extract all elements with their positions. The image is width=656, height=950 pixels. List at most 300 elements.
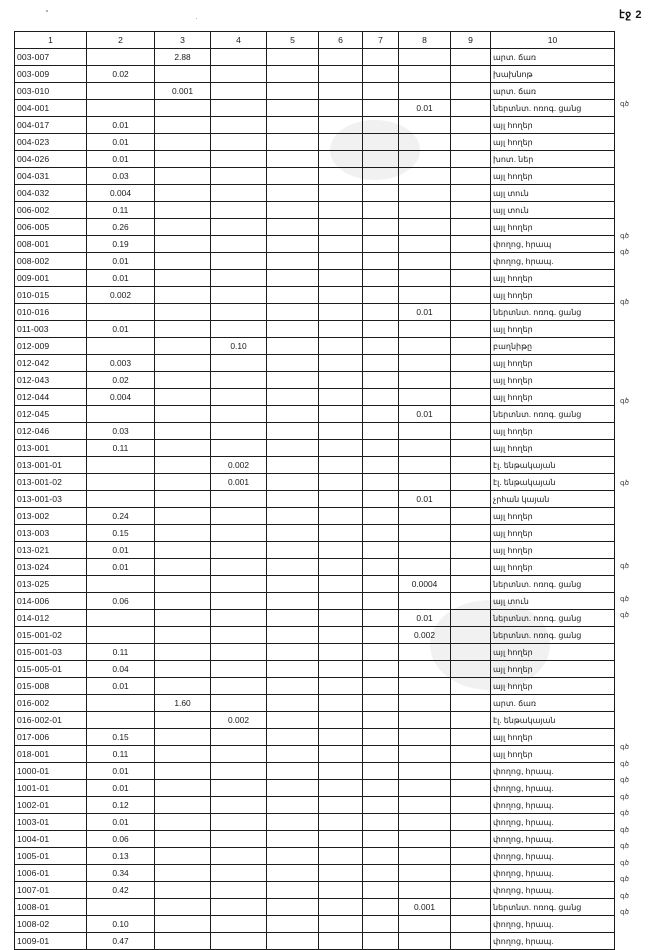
- cell-value-8: 0.01: [399, 491, 451, 508]
- cell-land-use: այլ հողեր: [491, 168, 615, 185]
- cell-value-5: [267, 882, 319, 899]
- cell-parcel-code: 004-023: [15, 134, 87, 151]
- cell-value-5: [267, 644, 319, 661]
- cell-value-9: [451, 763, 491, 780]
- table-row: [15, 848, 615, 865]
- cell-value-2: 0.01: [87, 559, 155, 576]
- cell-parcel-code: 008-001: [15, 236, 87, 253]
- cell-value-6: [319, 525, 363, 542]
- cell-value-4: [211, 355, 267, 372]
- cell-value-3: [155, 253, 211, 270]
- cell-value-5: [267, 559, 319, 576]
- cell-land-use: այլ հողեր: [491, 355, 615, 372]
- cell-value-9: [451, 372, 491, 389]
- cell-parcel-code: 014-012: [15, 610, 87, 627]
- cell-value-3: [155, 440, 211, 457]
- cell-value-5: [267, 202, 319, 219]
- cell-value-7: [363, 610, 399, 627]
- cell-value-4: [211, 253, 267, 270]
- table-row: [15, 576, 615, 593]
- cell-value-3: [155, 406, 211, 423]
- cell-value-5: [267, 83, 319, 100]
- cell-value-8: 0.002: [399, 627, 451, 644]
- cell-value-4: [211, 916, 267, 933]
- cell-value-2: 0.01: [87, 542, 155, 559]
- cell-parcel-code: 1002-01: [15, 797, 87, 814]
- cell-value-4: [211, 49, 267, 66]
- cell-value-3: [155, 508, 211, 525]
- cell-value-6: [319, 661, 363, 678]
- cell-land-use: այլ հողեր: [491, 287, 615, 304]
- cell-value-2: 0.01: [87, 321, 155, 338]
- cell-value-6: [319, 559, 363, 576]
- cell-value-5: [267, 389, 319, 406]
- cell-value-9: [451, 457, 491, 474]
- table-row: [15, 270, 615, 287]
- cell-land-use: խախնոթ: [491, 66, 615, 83]
- cell-value-4: [211, 882, 267, 899]
- cell-value-6: [319, 202, 363, 219]
- cell-value-3: 0.001: [155, 83, 211, 100]
- cell-parcel-code: 013-002: [15, 508, 87, 525]
- margin-note: գծ: [620, 909, 629, 916]
- cell-land-use: էլ. ենթակայան: [491, 457, 615, 474]
- cell-value-5: [267, 746, 319, 763]
- cell-value-6: [319, 729, 363, 746]
- cell-value-8: [399, 644, 451, 661]
- cell-value-7: [363, 185, 399, 202]
- cell-value-4: [211, 202, 267, 219]
- cell-value-8: [399, 219, 451, 236]
- cell-parcel-code: 018-001: [15, 746, 87, 763]
- table-header: [15, 32, 615, 49]
- cell-value-3: [155, 746, 211, 763]
- cell-value-6: [319, 321, 363, 338]
- cell-value-8: [399, 542, 451, 559]
- cell-value-2: [87, 491, 155, 508]
- cell-value-7: [363, 134, 399, 151]
- table-row: [15, 797, 615, 814]
- margin-note: գծ: [620, 480, 629, 487]
- table-row: [15, 474, 615, 491]
- cell-value-7: [363, 406, 399, 423]
- cell-value-2: 0.47: [87, 933, 155, 950]
- cell-value-3: [155, 797, 211, 814]
- cell-value-8: [399, 525, 451, 542]
- cell-value-2: 0.26: [87, 219, 155, 236]
- cell-value-9: [451, 168, 491, 185]
- cell-value-7: [363, 576, 399, 593]
- table-row: [15, 610, 615, 627]
- cell-value-8: [399, 814, 451, 831]
- cell-parcel-code: 003-010: [15, 83, 87, 100]
- cell-value-2: [87, 49, 155, 66]
- column-header-3: 3: [155, 32, 211, 49]
- cell-value-2: [87, 610, 155, 627]
- cell-value-9: [451, 491, 491, 508]
- cell-value-9: [451, 559, 491, 576]
- page-label: էջ 2: [619, 9, 642, 21]
- cell-parcel-code: 004-001: [15, 100, 87, 117]
- cell-value-2: [87, 576, 155, 593]
- cell-parcel-code: 006-002: [15, 202, 87, 219]
- cell-value-7: [363, 695, 399, 712]
- cell-value-6: [319, 848, 363, 865]
- land-registry-table-wrapper: [14, 31, 614, 950]
- cell-value-3: [155, 678, 211, 695]
- cell-value-2: 0.02: [87, 372, 155, 389]
- cell-land-use: այլ հողեր: [491, 321, 615, 338]
- cell-value-6: [319, 610, 363, 627]
- cell-land-use: փողոց, հրապ.: [491, 848, 615, 865]
- cell-value-3: [155, 236, 211, 253]
- cell-value-8: [399, 882, 451, 899]
- cell-value-3: [155, 848, 211, 865]
- cell-value-3: [155, 610, 211, 627]
- cell-value-7: [363, 882, 399, 899]
- table-row: [15, 678, 615, 695]
- cell-value-8: [399, 695, 451, 712]
- cell-value-8: [399, 712, 451, 729]
- table-row: [15, 202, 615, 219]
- cell-value-3: [155, 389, 211, 406]
- cell-value-3: 1.60: [155, 695, 211, 712]
- cell-value-5: [267, 576, 319, 593]
- cell-value-5: [267, 270, 319, 287]
- cell-value-3: [155, 712, 211, 729]
- cell-value-8: [399, 508, 451, 525]
- cell-value-9: [451, 202, 491, 219]
- cell-value-6: [319, 440, 363, 457]
- column-header-5: 5: [267, 32, 319, 49]
- cell-land-use: այլ հողեր: [491, 117, 615, 134]
- cell-value-6: [319, 695, 363, 712]
- cell-value-8: [399, 134, 451, 151]
- cell-value-3: [155, 355, 211, 372]
- cell-value-5: [267, 933, 319, 950]
- cell-value-5: [267, 151, 319, 168]
- cell-value-5: [267, 406, 319, 423]
- cell-value-2: 0.12: [87, 797, 155, 814]
- cell-land-use: փողոց, հրապ.: [491, 253, 615, 270]
- cell-value-4: [211, 287, 267, 304]
- cell-value-3: [155, 899, 211, 916]
- cell-parcel-code: 010-015: [15, 287, 87, 304]
- cell-value-2: [87, 304, 155, 321]
- cell-value-8: [399, 763, 451, 780]
- cell-parcel-code: 1000-01: [15, 763, 87, 780]
- cell-value-6: [319, 270, 363, 287]
- cell-land-use: ներտնտ. ոռոգ. ցանց: [491, 100, 615, 117]
- margin-note: գծ: [620, 793, 629, 801]
- cell-value-7: [363, 508, 399, 525]
- cell-value-7: [363, 270, 399, 287]
- cell-value-8: [399, 746, 451, 763]
- cell-value-3: [155, 100, 211, 117]
- cell-value-2: [87, 695, 155, 712]
- cell-value-6: [319, 406, 363, 423]
- cell-land-use: այլ տուն: [491, 593, 615, 610]
- cell-value-8: [399, 457, 451, 474]
- cell-land-use: արտ. ճառ: [491, 83, 615, 100]
- cell-value-7: [363, 746, 399, 763]
- cell-value-5: [267, 423, 319, 440]
- cell-value-9: [451, 304, 491, 321]
- cell-value-4: 0.10: [211, 338, 267, 355]
- cell-parcel-code: 017-006: [15, 729, 87, 746]
- cell-value-8: [399, 916, 451, 933]
- margin-note: գծ: [620, 826, 629, 834]
- cell-value-4: [211, 185, 267, 202]
- cell-value-8: 0.0004: [399, 576, 451, 593]
- cell-value-7: [363, 916, 399, 933]
- cell-value-4: [211, 406, 267, 423]
- cell-value-4: [211, 576, 267, 593]
- cell-value-3: [155, 763, 211, 780]
- cell-value-6: [319, 355, 363, 372]
- cell-value-9: [451, 678, 491, 695]
- cell-value-2: [87, 457, 155, 474]
- cell-value-7: [363, 389, 399, 406]
- margin-note: գծ: [620, 232, 629, 240]
- cell-value-6: [319, 916, 363, 933]
- table-row: [15, 287, 615, 304]
- cell-value-9: [451, 525, 491, 542]
- cell-value-5: [267, 100, 319, 117]
- cell-value-8: [399, 185, 451, 202]
- cell-value-6: [319, 168, 363, 185]
- table-row: [15, 746, 615, 763]
- cell-value-5: [267, 338, 319, 355]
- cell-value-6: [319, 423, 363, 440]
- cell-value-7: [363, 780, 399, 797]
- cell-value-5: [267, 610, 319, 627]
- cell-value-4: [211, 117, 267, 134]
- cell-value-6: [319, 491, 363, 508]
- cell-parcel-code: 1004-01: [15, 831, 87, 848]
- cell-land-use: փողոց, հրապ.: [491, 797, 615, 814]
- cell-value-2: 0.003: [87, 355, 155, 372]
- cell-value-4: 0.001: [211, 474, 267, 491]
- cell-value-6: [319, 287, 363, 304]
- cell-value-8: 0.01: [399, 406, 451, 423]
- cell-value-6: [319, 151, 363, 168]
- cell-value-6: [319, 389, 363, 406]
- cell-value-6: [319, 797, 363, 814]
- cell-value-2: 0.004: [87, 389, 155, 406]
- cell-value-5: [267, 593, 319, 610]
- cell-value-2: 0.04: [87, 661, 155, 678]
- cell-land-use: այլ հողեր: [491, 508, 615, 525]
- table-row: [15, 83, 615, 100]
- cell-value-7: [363, 423, 399, 440]
- cell-value-6: [319, 185, 363, 202]
- table-row: [15, 916, 615, 933]
- cell-value-6: [319, 338, 363, 355]
- cell-value-2: 0.01: [87, 678, 155, 695]
- cell-value-3: [155, 372, 211, 389]
- cell-value-9: [451, 729, 491, 746]
- cell-value-7: [363, 355, 399, 372]
- cell-value-9: [451, 661, 491, 678]
- land-registry-table: [14, 31, 615, 950]
- cell-value-2: 0.01: [87, 814, 155, 831]
- cell-parcel-code: 015-001-02: [15, 627, 87, 644]
- cell-value-9: [451, 797, 491, 814]
- cell-value-3: [155, 66, 211, 83]
- cell-value-9: [451, 848, 491, 865]
- cell-value-7: [363, 712, 399, 729]
- cell-value-9: [451, 865, 491, 882]
- cell-value-2: 0.01: [87, 117, 155, 134]
- cell-value-8: [399, 287, 451, 304]
- cell-value-4: [211, 542, 267, 559]
- cell-value-5: [267, 712, 319, 729]
- cell-value-3: [155, 865, 211, 882]
- cell-value-4: [211, 593, 267, 610]
- table-row: [15, 372, 615, 389]
- cell-value-8: [399, 559, 451, 576]
- cell-value-8: [399, 321, 451, 338]
- column-header-1: 1: [15, 32, 87, 49]
- cell-value-6: [319, 712, 363, 729]
- cell-value-3: [155, 151, 211, 168]
- cell-value-5: [267, 865, 319, 882]
- table-row: [15, 763, 615, 780]
- cell-value-8: [399, 474, 451, 491]
- cell-value-7: [363, 457, 399, 474]
- cell-value-9: [451, 117, 491, 134]
- cell-value-3: [155, 916, 211, 933]
- table-row: [15, 304, 615, 321]
- cell-land-use: բաղնիթը: [491, 338, 615, 355]
- cell-value-9: [451, 899, 491, 916]
- cell-value-5: [267, 355, 319, 372]
- cell-value-6: [319, 219, 363, 236]
- cell-value-3: [155, 644, 211, 661]
- cell-value-9: [451, 406, 491, 423]
- cell-value-4: [211, 83, 267, 100]
- cell-value-5: [267, 661, 319, 678]
- cell-value-4: [211, 644, 267, 661]
- cell-value-2: 0.01: [87, 134, 155, 151]
- cell-value-6: [319, 474, 363, 491]
- cell-land-use: փողոց, հրապ.: [491, 763, 615, 780]
- cell-value-3: [155, 661, 211, 678]
- cell-value-9: [451, 814, 491, 831]
- cell-value-6: [319, 746, 363, 763]
- cell-value-5: [267, 831, 319, 848]
- cell-value-9: [451, 576, 491, 593]
- cell-parcel-code: 011-003: [15, 321, 87, 338]
- cell-value-2: 0.19: [87, 236, 155, 253]
- table-body: [15, 49, 615, 950]
- cell-value-6: [319, 899, 363, 916]
- cell-value-6: [319, 83, 363, 100]
- cell-value-4: [211, 304, 267, 321]
- cell-value-3: [155, 559, 211, 576]
- cell-value-7: [363, 542, 399, 559]
- cell-value-5: [267, 780, 319, 797]
- cell-value-9: [451, 66, 491, 83]
- cell-value-2: [87, 100, 155, 117]
- cell-value-8: [399, 66, 451, 83]
- cell-value-9: [451, 508, 491, 525]
- cell-parcel-code: 004-032: [15, 185, 87, 202]
- cell-value-7: [363, 899, 399, 916]
- table-row: [15, 644, 615, 661]
- cell-value-2: 0.06: [87, 831, 155, 848]
- cell-value-8: [399, 49, 451, 66]
- cell-value-2: [87, 406, 155, 423]
- cell-value-7: [363, 253, 399, 270]
- cell-parcel-code: 015-005-01: [15, 661, 87, 678]
- cell-value-4: [211, 661, 267, 678]
- cell-value-3: [155, 933, 211, 950]
- cell-land-use: փողոց, հրապ.: [491, 933, 615, 950]
- cell-value-9: [451, 593, 491, 610]
- cell-value-6: [319, 66, 363, 83]
- cell-value-6: [319, 576, 363, 593]
- cell-value-4: [211, 559, 267, 576]
- cell-value-2: 0.24: [87, 508, 155, 525]
- cell-value-8: [399, 593, 451, 610]
- cell-value-5: [267, 287, 319, 304]
- margin-note: գծ: [620, 397, 629, 405]
- cell-parcel-code: 1008-02: [15, 916, 87, 933]
- cell-parcel-code: 013-001: [15, 440, 87, 457]
- cell-parcel-code: 012-043: [15, 372, 87, 389]
- cell-value-3: 2.88: [155, 49, 211, 66]
- table-row: [15, 440, 615, 457]
- cell-value-6: [319, 117, 363, 134]
- table-row: [15, 712, 615, 729]
- table-row: [15, 253, 615, 270]
- cell-parcel-code: 008-002: [15, 253, 87, 270]
- cell-value-7: [363, 729, 399, 746]
- cell-land-use: այլ հողեր: [491, 746, 615, 763]
- table-row: [15, 389, 615, 406]
- cell-value-7: [363, 66, 399, 83]
- cell-value-4: [211, 763, 267, 780]
- cell-value-9: [451, 338, 491, 355]
- cell-value-2: [87, 338, 155, 355]
- cell-value-5: [267, 525, 319, 542]
- cell-value-4: [211, 933, 267, 950]
- cell-value-7: [363, 321, 399, 338]
- cell-value-8: [399, 117, 451, 134]
- cell-parcel-code: 015-001-03: [15, 644, 87, 661]
- cell-value-4: [211, 525, 267, 542]
- cell-value-7: [363, 100, 399, 117]
- cell-parcel-code: 012-046: [15, 423, 87, 440]
- cell-value-4: [211, 746, 267, 763]
- cell-parcel-code: 004-031: [15, 168, 87, 185]
- cell-land-use: փողոց, հրապ.: [491, 831, 615, 848]
- cell-value-5: [267, 236, 319, 253]
- table-header-row: [15, 32, 615, 49]
- cell-value-3: [155, 185, 211, 202]
- table-row: [15, 933, 615, 950]
- cell-value-2: 0.15: [87, 729, 155, 746]
- cell-land-use: այլ տուն: [491, 185, 615, 202]
- cell-value-7: [363, 287, 399, 304]
- cell-land-use: փողոց, հրապ.: [491, 865, 615, 882]
- cell-value-8: [399, 389, 451, 406]
- cell-value-6: [319, 134, 363, 151]
- cell-parcel-code: 010-016: [15, 304, 87, 321]
- table-row: [15, 423, 615, 440]
